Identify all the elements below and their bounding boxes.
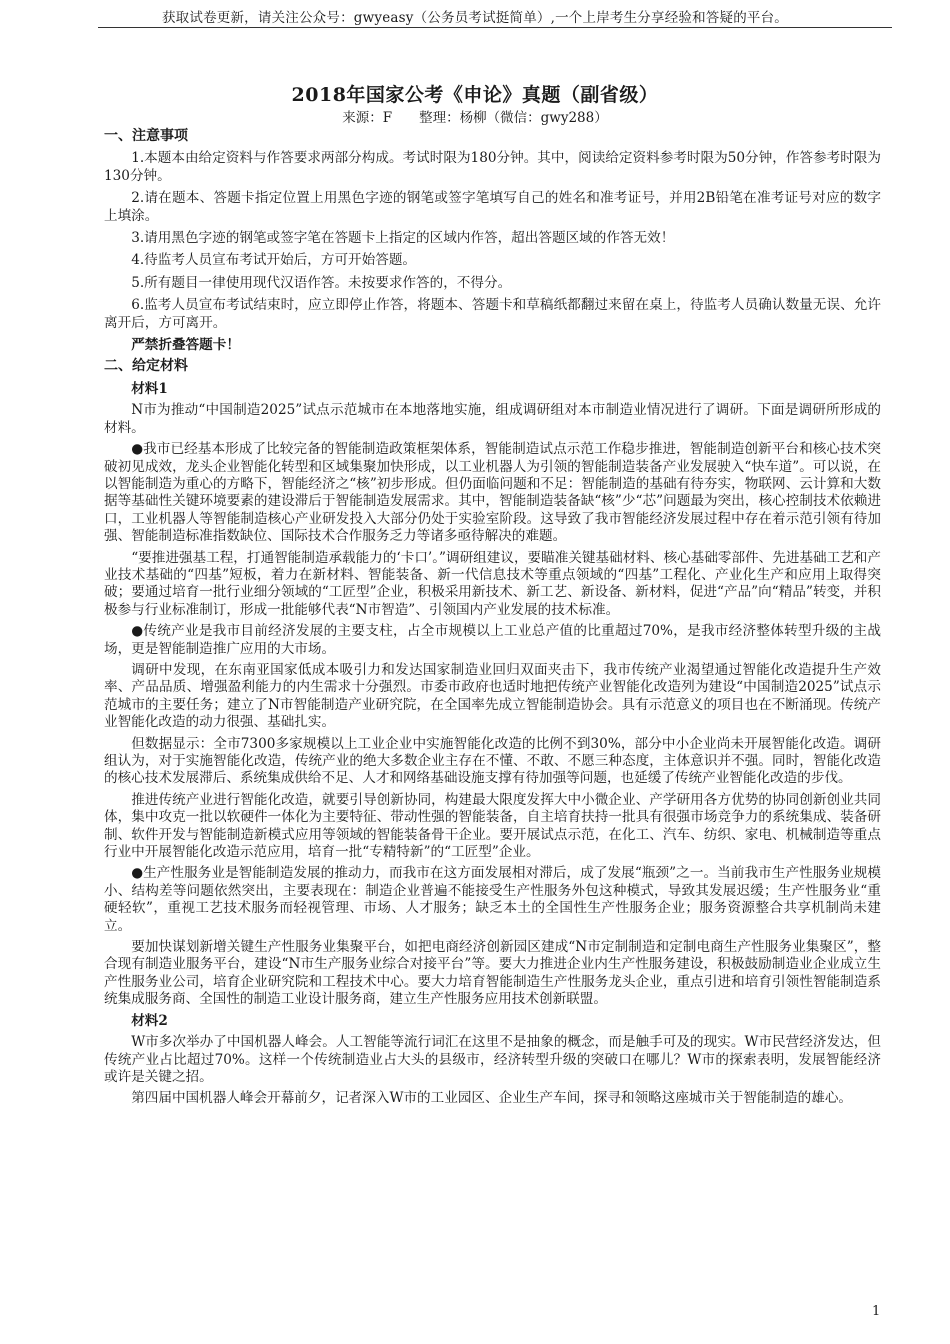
paragraph: “要推进强基工程，打通智能制造承载能力的‘卡口’。”调研组建议，要瞄准关键基础材料、核心基础零部件、先进基础工艺和产业技术基础的“四基”短板，着力在新材料、智能装备、新一代信息技术等重点领域的“四基”工程化、产业化生产和应用上取得突破；要通过培育一批行业细分领域的“工匠型”企业，积极采用新技术、新工艺、新设备、新材料，促进“产品”向“精品”转变，并积极参与行业标准制订，形成一批能够代表“N市智造”、引领国内产业发展的技术标准。 [104, 549, 881, 618]
paragraph: ●我市已经基本形成了比较完备的智能制造政策框架体系，智能制造试点示范工作稳步推进，智能制造创新平台和核心技术突破初见成效，龙头企业智能化转型和区域集聚加快形成，以工业机器人为引领的智能制造装备产业发展驶入“快车道”。可以说，在以智能制造为重心的方略下，智能经济之“核”初步形成。但仍面临问题和不足：智能制造的基础有待夯实，物联网、云计算和大数据等基础性关键环境要素的建设滞后于智能制造发展需求。其中，智能制造装备缺“核”少“芯”问题最为突出，核心控制技术依赖进口，工业机器人等智能制造核心产业研发投入大部分仍处于实验室阶段。这导致了我市智能经济发展过程中存在着示范引领有待加强、智能制造标准指数缺位、国际技术合作服务乏力等诸多亟待解决的难题。 [104, 441, 881, 545]
material-label: 材料1 [131, 380, 168, 397]
document-body [104, 128, 881, 1112]
note-item: 6.监考人员宣布考试结束时，应立即停止作答，将题本、答题卡和草稿纸都翻过来留在桌上，待监考人员确认数量无误、允许离开后，方可离开。 [104, 297, 881, 331]
section-heading-notes: 一、注意事项 [104, 128, 188, 144]
paragraph: 但数据显示：全市7300多家规模以上工业企业中实施智能化改造的比例不到30%，部分中小企业尚未开展智能化改造。调研组认为，对于实施智能化改造，传统产业的绝大多数企业主存在不懂、不敢、不愿三种态度，主体意识并不强。同时，智能化改造的核心技术发展滞后、系统集成供给不足、人才和网络基础设施支撑有待加强等问题，也延缓了传统产业智能化改造的步伐。 [104, 735, 881, 787]
paragraph: ●生产性服务业是智能制造发展的推动力，而我市在这方面发展相对滞后，成了发展“瓶颈”之一。当前我市生产性服务业规模小、结构差等问题依然突出，主要表现在：制造企业普遍不能接受生产性服务外包这种模式，导致其发展迟缓；生产性服务业“重硬轻软”，重视工艺技术服务而轻视管理、市场、人才服务；缺乏本土的全国性生产性服务企业；服务资源整合共享机制尚未建立。 [104, 865, 881, 934]
note-item: 5.所有题目一律使用现代汉语作答。未按要求作答的，不得分。 [131, 274, 512, 291]
header-divider [98, 27, 892, 28]
source-line: 来源：F 整理：杨柳（微信：gwy288） [342, 110, 608, 126]
note-item: 4.待监考人员宣布考试开始后，方可开始答题。 [131, 252, 417, 269]
material-1 [104, 381, 881, 1009]
page-number: 1 [872, 1304, 881, 1319]
material-label: 材料2 [131, 1012, 168, 1029]
page-title: 2018年国家公考《申论》真题（副省级） [291, 84, 659, 106]
note-item: 2.请在题本、答题卡指定位置上用黑色字迹的钢笔或签字笔填写自己的姓名和准考证号，并用2B铅笔在准考证号对应的数字上填涂。 [104, 190, 881, 224]
paragraph: 第四届中国机器人峰会开幕前夕，记者深入W市的工业园区、企业生产车间，探寻和领略这座城市关于智能制造的雄心。 [131, 1090, 853, 1107]
paragraph: N市为推动“中国制造2025”试点示范城市在本地落地实施，组成调研组对本市制造业情况进行了调研。下面是调研所形成的材料。 [104, 402, 881, 436]
paragraph: 推进传统产业进行智能化改造，就要引导创新协同，构建最大限度发挥大中小微企业、产学研用各方优势的协同创新创业共同体，集中攻克一批以软硬件一体化为主要特征、带动性强的智能装备，自主培育扶持一批具有很强市场竞争力的系统集成、装备研制、软件开发与智能制造新模式应用等领域的智能装备骨干企业。要开展试点示范，在化工、汽车、纺织、家电、机械制造等重点行业中开展智能化改造示范应用，培育一批“专精特新”的“工匠型”企业。 [104, 791, 881, 861]
material-2 [104, 1013, 881, 1108]
paragraph: 调研中发现，在东南亚国家低成本吸引力和发达国家制造业回归双面夹击下，我市传统产业渴望通过智能化改造提升生产效率、产品品质、增强盈利能力的内生需求十分强烈。市委市政府也适时地把传统产业智能化改造列为建设“中国制造2025”试点示范城市的主要任务；建立了N市智能制造产业研究院，在全国率先成立智能制造协会。具有示范意义的项目也在不断涌现。传统产业智能化改造的动力很强、基础扎实。 [104, 661, 881, 731]
paragraph: 要加快谋划新增关键生产性服务业集聚平台，如把电商经济创新园区建成“N市定制制造和定制电商生产性服务业集聚区”，整合现有制造业服务平台，建设“N市生产服务业综合对接平台”等。要大力推进企业内生产性服务建设，积极鼓励制造业企业成立生产性服务业公司，培育企业研究院和工程技术中心。要大力培育智能制造生产性服务龙头企业，重点引进和培育引领性智能制造系统集成服务商、全国性的制造工业设计服务商，建立生产性服务应用技术创新联盟。 [104, 939, 881, 1008]
note-item: 1.本题本由给定资料与作答要求两部分构成。考试时限为180分钟。其中，阅读给定资料参考时限为50分钟，作答参考时限为130分钟。 [104, 150, 881, 184]
header-notice: 获取试卷更新，请关注公众号：gwyeasy（公务员考试挺简单）,一个上岸考生分享经验和答疑的平台。 [161, 10, 788, 26]
notes-list [104, 150, 881, 332]
warning-text: 严禁折叠答题卡！ [131, 337, 240, 354]
note-item: 3.请用黑色字迹的钢笔或签字笔在答题卡上指定的区域内作答，超出答题区域的作答无效！ [131, 230, 675, 247]
paragraph: W市多次举办了中国机器人峰会。人工智能等流行词汇在这里不是抽象的概念，而是触手可及的现实。W市民营经济发达，但传统产业占比超过70%。这样一个传统制造业占大头的县级市，经济转型升级的突破口在哪儿？W市的探索表明，发展智能经济或许是关键之招。 [104, 1034, 881, 1085]
paragraph: ●传统产业是我市目前经济发展的主要支柱，占全市规模以上工业总产值的比重超过70%，是我市经济整体转型升级的主战场，更是智能制造推广应用的大市场。 [104, 623, 881, 657]
section-heading-materials: 二、给定材料 [104, 358, 188, 375]
